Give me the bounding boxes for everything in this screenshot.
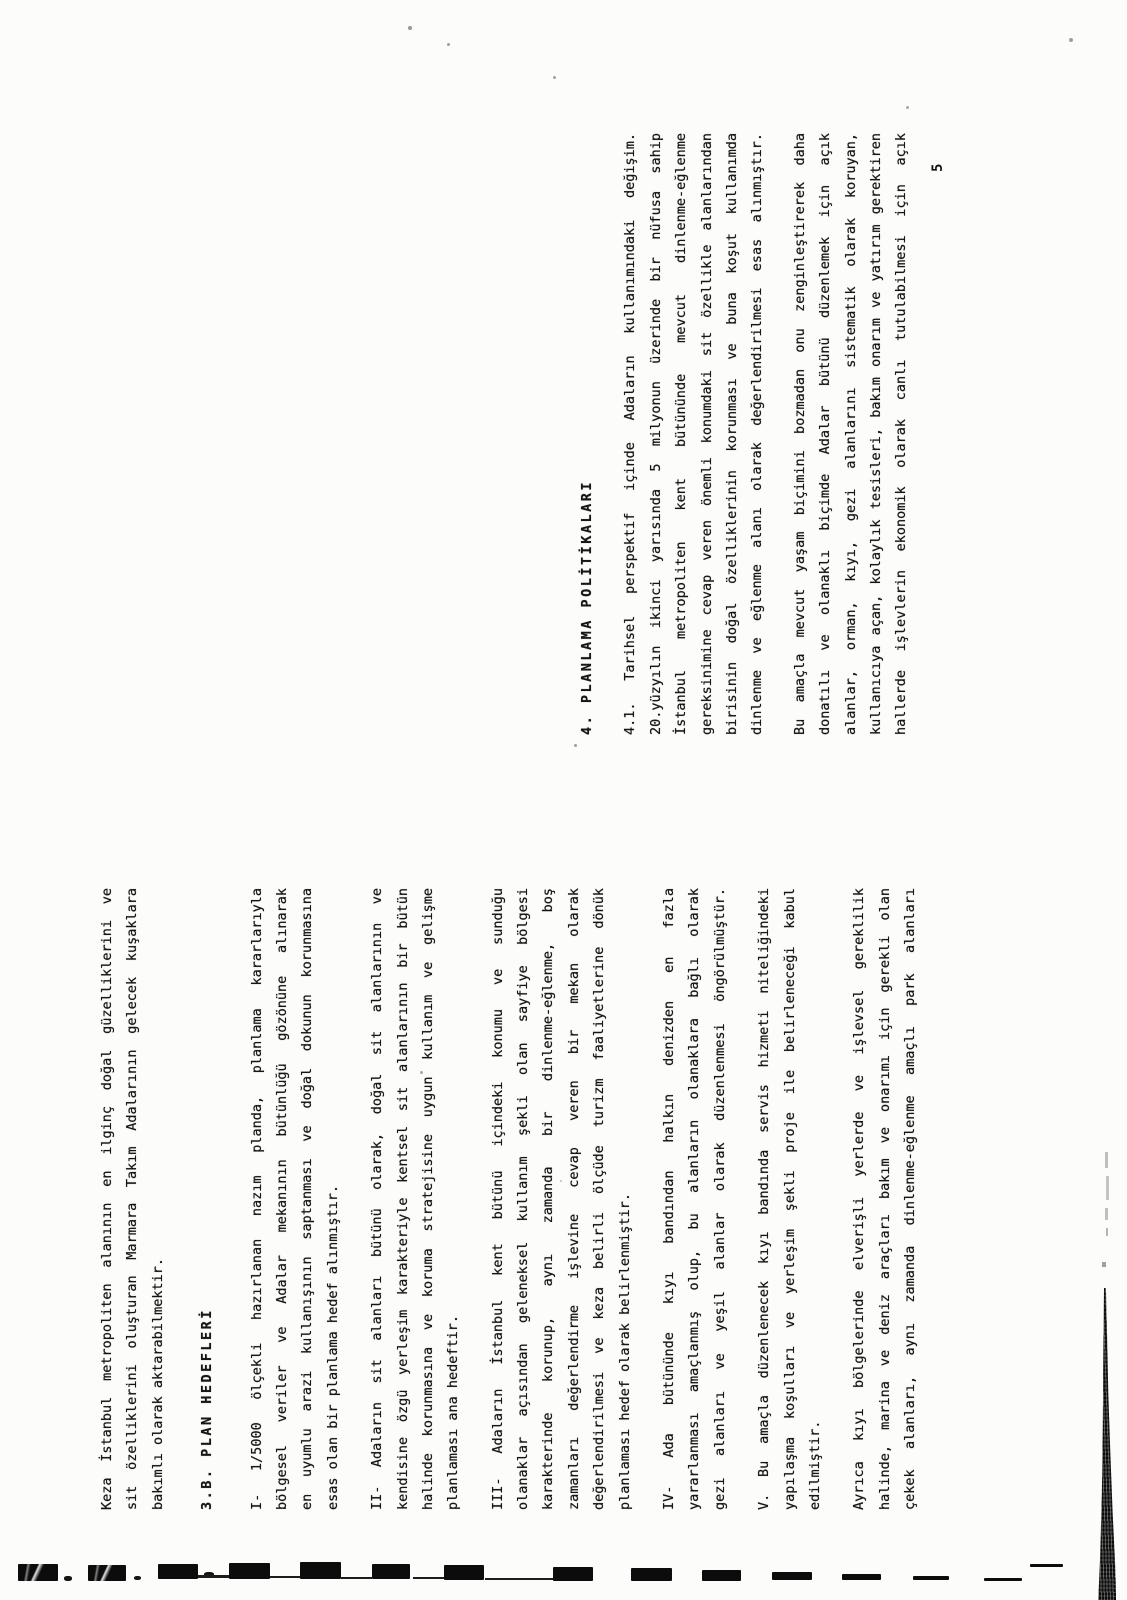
binding-dot bbox=[64, 1576, 72, 1581]
binding-mark bbox=[702, 1570, 741, 1581]
binding-mark bbox=[229, 1563, 270, 1579]
binding-mark bbox=[984, 1578, 1022, 1581]
edge-dash bbox=[1105, 1208, 1108, 1220]
text-line: İstanbul metropoliten kent bütününde mevcut dinlenme-eğlenme bbox=[673, 133, 690, 735]
text-line: I- 1/5000 ölçekli hazırlanan nazım planda, planlama kararlarıyla bbox=[248, 888, 265, 1510]
text-line: birisinin doğal özelliklerinin korunması ve buna koşut kullanımda bbox=[723, 133, 740, 735]
edge-dash bbox=[1102, 1262, 1106, 1267]
binding-mark bbox=[553, 1567, 593, 1581]
scan-speck bbox=[906, 106, 909, 109]
text-line: bakımlı olarak aktarabilmektir. bbox=[149, 1258, 166, 1510]
paragraph bbox=[365, 888, 467, 1510]
text-line: en uyumlu arazi kullanışının saptanması ve doğal dokunun korunmasına bbox=[299, 888, 316, 1510]
paragraph bbox=[245, 888, 347, 1510]
edge-dash bbox=[1106, 1228, 1108, 1236]
text-line: gereksinimine cevap veren önemli konumdaki sit özellikle alanlarından bbox=[698, 133, 715, 735]
section-heading bbox=[195, 888, 220, 1510]
binding-mark bbox=[842, 1574, 881, 1580]
scan-speck bbox=[574, 744, 577, 747]
right-page-text bbox=[575, 133, 915, 735]
text-line: donatılı ve olanaklı biçimde Adalar bütünü düzenlemek için açık bbox=[817, 133, 834, 735]
text-line: alanlar, orman, kıyı, gezi alanlarını sistematik olarak koruyan, bbox=[842, 133, 859, 735]
text-line: planlaması ana hedeftir. bbox=[445, 1314, 462, 1510]
text-line: edilmiştir. bbox=[806, 1420, 823, 1510]
text-line: esas olan bir planlama hedef alınmıştır. bbox=[324, 1184, 341, 1510]
text-line: planlaması hedef olarak belirlenmiştir. bbox=[616, 1193, 633, 1510]
scan-speck bbox=[1069, 38, 1073, 42]
binding-line bbox=[198, 1575, 229, 1578]
binding-mark bbox=[372, 1564, 410, 1579]
left-page-text bbox=[95, 888, 923, 1510]
paragraph bbox=[95, 888, 171, 1510]
binding-mark bbox=[913, 1576, 949, 1580]
scan-speck bbox=[553, 76, 556, 79]
text-line: çekek alanları, aynı zamanda dinlenme-eğlenme amaçlı park alanları bbox=[902, 888, 919, 1510]
text-line: 4. PLANLAMA POLİTİKALARI bbox=[579, 479, 595, 735]
edge-dash bbox=[1106, 1176, 1109, 1200]
scan-speck bbox=[420, 1071, 423, 1074]
text-line: kullanıcıya açan, kolaylık tesisleri, bakım onarım ve yatırım gerektiren bbox=[867, 133, 884, 735]
binding-mark bbox=[444, 1565, 484, 1580]
binding-mark bbox=[772, 1572, 812, 1580]
text-line: IV- Ada bütününde kıyı bandından halkın denizden en fazla bbox=[661, 888, 678, 1510]
text-line: bölgesel veriler ve Adalar mekanının bütünlüğü gözönüne alınarak bbox=[273, 888, 290, 1510]
text-line: halinde, marina ve deniz araçları bakım ve onarımı için gerekli olan bbox=[876, 888, 893, 1510]
text-line: dinlenme ve eğlenme alanı olarak değerlendirilmesi esas alınmıştır. bbox=[749, 133, 766, 735]
section-heading bbox=[575, 133, 600, 735]
text-line: Bu amaçla mevcut yaşam biçimini bozmadan onu zenginleştirerek daha bbox=[791, 133, 808, 735]
binding-line bbox=[270, 1576, 300, 1578]
text-line: olanaklar açısından geleneksel kullanım şekli olan sayfiye bölgesi bbox=[515, 888, 532, 1510]
text-line: V. Bu amaçla düzenlenecek kıyı bandında servis hizmeti niteliğindeki bbox=[756, 888, 773, 1510]
text-line: gezi alanları ve yeşil alanlar olarak düzenlenmesi öngörülmüştür. bbox=[711, 888, 728, 1510]
text-line: III- Adaların İstanbul kent bütünü içindeki konumu ve sunduğu bbox=[489, 888, 506, 1510]
text-line: 4.1. Tarihsel perspektif içinde Adaların kullanımındaki değişim. bbox=[622, 133, 639, 735]
text-line: yapılaşma koşulları ve yerleşim şekli proje ile belirleneceği kabul bbox=[781, 888, 798, 1510]
text-line: sit özelliklerini oluşturan Marmara Takım Adalarının gelecek kuşaklara bbox=[124, 888, 141, 1510]
binding-line bbox=[485, 1578, 553, 1580]
scan-edge-stripe bbox=[1092, 1288, 1116, 1600]
paragraph bbox=[788, 133, 915, 735]
paragraph bbox=[486, 888, 638, 1510]
paragraph bbox=[752, 888, 828, 1510]
binding-line bbox=[341, 1577, 372, 1579]
binding-line bbox=[413, 1577, 444, 1579]
text-line: halinde korunmasına ve koruma stratejisine uygun kullanım ve gelişme bbox=[419, 888, 436, 1510]
scan-speck bbox=[408, 26, 412, 30]
binding-mark bbox=[1030, 1564, 1063, 1567]
scan-speck bbox=[560, 1180, 562, 1182]
text-line: karakterinde korunup, aynı zamanda bir dinlenme-eğlenme, boş bbox=[540, 888, 557, 1510]
text-line: II- Adaların sit alanları bütünü olarak, doğal sit alanlarının ve bbox=[369, 888, 386, 1510]
text-line: zamanları değerlendirme işlevine cevap veren bir mekan olarak bbox=[565, 888, 582, 1510]
text-line: Keza İstanbul metropoliten alanının en ilginç doğal güzelliklerini ve bbox=[99, 888, 115, 1510]
text-line: 3.B. PLAN HEDEFLERİ bbox=[199, 1308, 216, 1510]
binding-mark bbox=[88, 1565, 126, 1581]
text-line: hallerde işlevlerin ekonomik olarak canlı tutulabilmesi için açık bbox=[893, 133, 910, 735]
paragraph bbox=[847, 888, 923, 1510]
right-page-column bbox=[575, 133, 915, 735]
binding-mark bbox=[18, 1564, 58, 1581]
left-page-column bbox=[95, 888, 923, 1510]
edge-dash bbox=[1105, 1152, 1108, 1168]
scan-speck bbox=[447, 43, 450, 46]
binding-dot bbox=[134, 1576, 141, 1580]
paragraph bbox=[618, 133, 770, 735]
text-line: 20.yüzyılın ikinci yarısında 5 milyonun üzerinde bir nüfusa sahip bbox=[647, 133, 664, 735]
paragraph bbox=[657, 888, 733, 1510]
binding-mark bbox=[158, 1564, 198, 1579]
page-number: 5 bbox=[930, 163, 946, 172]
text-line: değerlendirilmesi ve keza belirli ölçüde turizm faaliyetlerine dönük bbox=[591, 888, 608, 1510]
binding-mark bbox=[300, 1562, 341, 1579]
text-line: kendisine özgü yerleşim karakteriyle kentsel sit alanlarının bir bütün bbox=[394, 888, 411, 1510]
text-line: Ayrıca kıyı bölgelerinde elverişli yerlerde ve işlevsel gereklilik bbox=[851, 888, 868, 1510]
binding-mark bbox=[631, 1568, 672, 1581]
text-line: yararlanması amaçlanmış olup, bu alanların olanaklara bağlı olarak bbox=[686, 888, 703, 1510]
